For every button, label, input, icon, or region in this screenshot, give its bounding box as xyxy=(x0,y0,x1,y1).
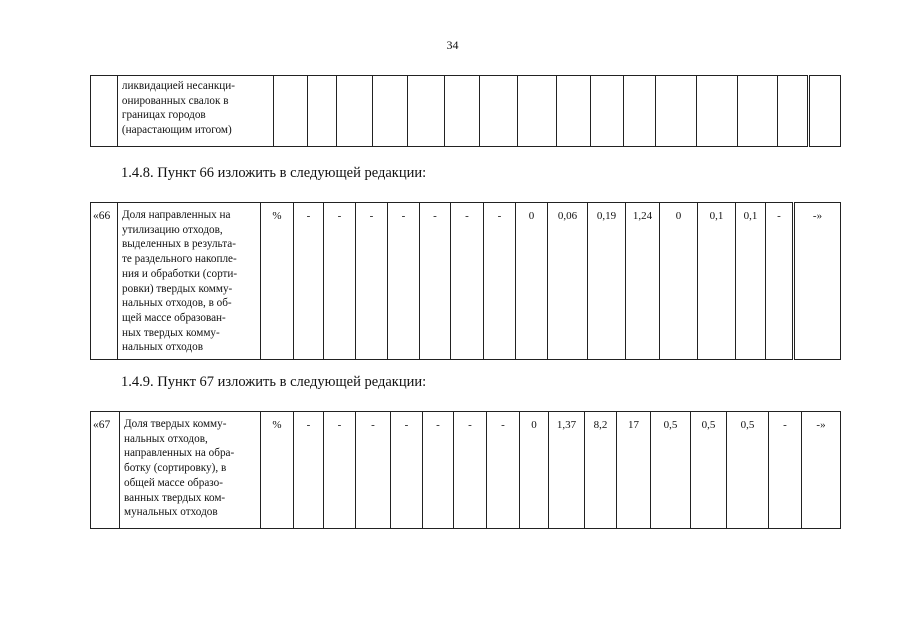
mark-cell xyxy=(91,76,118,147)
section-66-heading: 1.4.8. Пункт 66 изложить в следующей редакции: xyxy=(121,165,427,181)
table-row xyxy=(91,76,841,147)
value-cell: - xyxy=(356,203,388,360)
value-cell: - xyxy=(423,412,454,529)
unit-cell: % xyxy=(261,203,294,360)
value-cell: 17 xyxy=(617,412,651,529)
value-cell xyxy=(556,76,590,147)
value-cell: - xyxy=(484,203,516,360)
value-cell: 0,5 xyxy=(691,412,727,529)
table-row xyxy=(91,203,841,360)
value-cell: - xyxy=(324,412,356,529)
value-cell xyxy=(273,76,307,147)
indicator-table-67 xyxy=(90,411,841,529)
indicator-table-66 xyxy=(90,202,841,360)
value-cell xyxy=(372,76,408,147)
unit-cell: % xyxy=(261,412,294,529)
value-cell: - xyxy=(769,412,802,529)
value-cell: - xyxy=(391,412,423,529)
value-cell: 0 xyxy=(660,203,698,360)
value-cell xyxy=(444,76,480,147)
value-cell: - xyxy=(356,412,391,529)
value-cell xyxy=(591,76,623,147)
value-cell: 0 xyxy=(520,412,549,529)
text-line: ния и обработки (сорти- xyxy=(122,267,238,280)
text-line: границах городов xyxy=(121,109,206,122)
value-cell: 1,37 xyxy=(549,412,585,529)
value-cell: -» xyxy=(794,203,841,360)
value-cell: - xyxy=(420,203,451,360)
text-line: щей массе образован- xyxy=(122,311,226,324)
value-cell xyxy=(778,76,808,147)
value-cell xyxy=(808,76,840,147)
section-67-heading: 1.4.9. Пункт 67 изложить в следующей редакции: xyxy=(121,374,427,390)
text-line: общей массе образо- xyxy=(124,476,223,489)
value-cell: 0,1 xyxy=(736,203,766,360)
value-cell xyxy=(480,76,518,147)
text-line: ванных твердых ком- xyxy=(124,491,226,504)
text-line: ликвидацией несанкци- xyxy=(121,80,235,92)
text-line: (нарастающим итогом) xyxy=(121,124,232,137)
indicator-description xyxy=(120,412,261,529)
value-cell xyxy=(623,76,655,147)
value-cell xyxy=(518,76,557,147)
text-line: те раздельного накопле- xyxy=(122,253,237,266)
value-cell: 0,5 xyxy=(651,412,691,529)
value-cell: - xyxy=(451,203,484,360)
continued-table-fragment xyxy=(90,75,841,147)
text-line: Доля твердых комму- xyxy=(124,418,227,430)
text-line: ботку (сортировку), в xyxy=(124,462,227,475)
text-line: мунальных отходов xyxy=(124,506,218,519)
value-cell: 8,2 xyxy=(585,412,617,529)
value-cell: 1,24 xyxy=(626,203,660,360)
value-cell: 0,1 xyxy=(698,203,736,360)
value-cell: - xyxy=(324,203,356,360)
value-cell xyxy=(408,76,445,147)
text-line: онированных свалок в xyxy=(121,94,229,107)
page-number: 34 xyxy=(446,38,459,52)
text-line: утилизацию отходов, xyxy=(122,223,223,236)
value-cell: 0,06 xyxy=(548,203,588,360)
indicator-description xyxy=(117,76,273,147)
text-line: ных твердых комму- xyxy=(122,326,220,339)
row-number: «66 xyxy=(91,203,118,360)
value-cell: 0,19 xyxy=(588,203,626,360)
value-cell: 0 xyxy=(516,203,548,360)
value-cell xyxy=(737,76,778,147)
indicator-description xyxy=(118,203,261,360)
text-line: ровки) твердых комму- xyxy=(122,282,233,295)
row-number: «67 xyxy=(91,412,120,529)
text-line: нальных отходов xyxy=(122,341,203,354)
value-cell: - xyxy=(487,412,520,529)
table-row xyxy=(91,412,841,529)
value-cell: - xyxy=(294,412,324,529)
value-cell: 0,5 xyxy=(727,412,769,529)
value-cell: - xyxy=(454,412,487,529)
text-line: выделенных в результа- xyxy=(122,238,236,251)
value-cell: - xyxy=(766,203,794,360)
value-cell: -» xyxy=(802,412,841,529)
value-cell xyxy=(655,76,696,147)
value-cell xyxy=(696,76,737,147)
value-cell: - xyxy=(294,203,324,360)
value-cell: - xyxy=(388,203,420,360)
value-cell xyxy=(308,76,337,147)
text-line: Доля направленных на xyxy=(122,209,231,221)
value-cell xyxy=(337,76,373,147)
text-line: направленных на обра- xyxy=(124,447,235,460)
text-line: нальных отходов, в об- xyxy=(122,297,232,310)
text-line: нальных отходов, xyxy=(124,432,208,445)
